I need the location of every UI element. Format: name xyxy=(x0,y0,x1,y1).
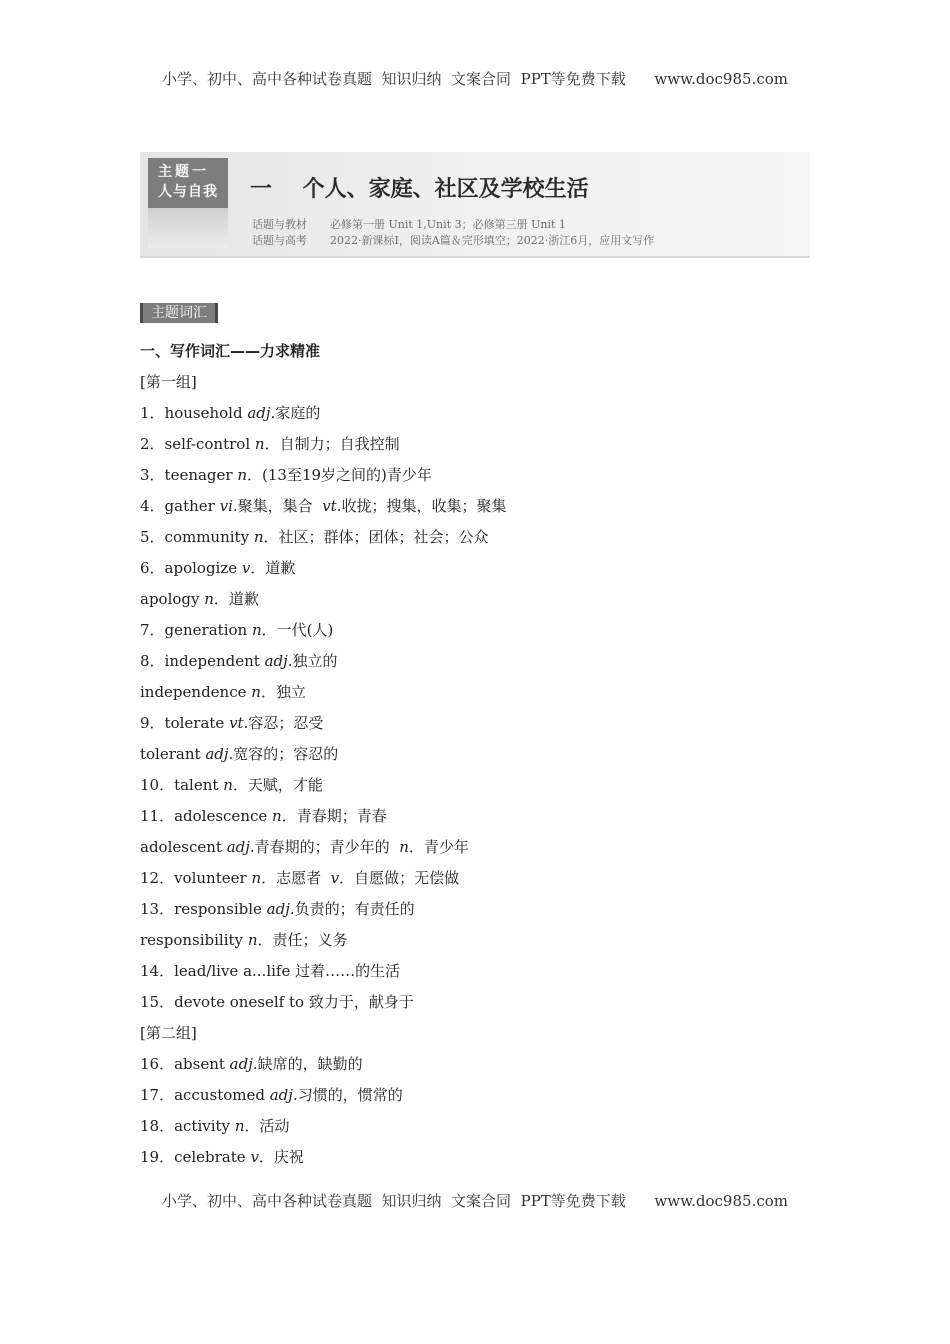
part-of-speech: adj. xyxy=(266,900,295,918)
part-of-speech: vi. xyxy=(219,497,238,515)
meta-label: 话题与教材 xyxy=(252,218,307,231)
vocab-word: 13．responsible xyxy=(140,900,267,918)
group-label: [第二组] xyxy=(140,1024,197,1042)
vocab-meaning: 负责的；有责任的 xyxy=(294,900,415,918)
topic-tag-line1: 主题一 xyxy=(158,164,209,180)
vocab-meaning: 收拢；搜集，收集；聚集 xyxy=(341,497,507,515)
topic-banner xyxy=(140,152,810,258)
part-of-speech: v xyxy=(241,559,251,577)
vocab-meaning: 宽容的；容忍的 xyxy=(233,745,339,763)
vocab-entry xyxy=(140,772,820,803)
group-label: [第一组] xyxy=(140,373,197,391)
vocab-word: 1．household xyxy=(140,404,248,422)
vocab-list-group2 xyxy=(140,1051,820,1175)
banner-title: 一 个人、家庭、社区及学校生活 xyxy=(250,177,589,202)
vocab-word: 18．activity xyxy=(140,1117,235,1135)
vocab-meaning: ．志愿者 xyxy=(261,869,331,887)
vocab-meaning: ．天赋，才能 xyxy=(232,776,323,794)
vocab-entry xyxy=(140,555,820,586)
vocab-word: 2．self-control xyxy=(140,435,255,453)
topic-tag xyxy=(148,158,228,208)
part-of-speech: adj. xyxy=(205,745,234,763)
vocab-word: apology xyxy=(140,590,205,608)
vocab-entry xyxy=(140,803,820,834)
vocab-entry xyxy=(140,710,820,741)
part-of-speech: n xyxy=(253,528,264,546)
part-of-speech: n xyxy=(272,807,282,825)
vocab-meaning: ．庆祝 xyxy=(258,1148,304,1166)
vocab-meaning: 缺席的，缺勤的 xyxy=(257,1055,363,1073)
vocab-word: 15．devote oneself to 致力于，献身于 xyxy=(140,993,414,1011)
vocab-list-group1 xyxy=(140,400,820,1020)
vocab-word: 8．independent xyxy=(140,652,265,670)
banner-meta-exam xyxy=(252,232,654,248)
part-of-speech: n xyxy=(223,776,233,794)
vocab-word: tolerant xyxy=(140,745,206,763)
part-of-speech: n xyxy=(251,621,262,639)
vocab-meaning: ．青少年 xyxy=(408,838,469,856)
part-of-speech: n xyxy=(399,838,409,856)
vocab-entry xyxy=(140,958,820,989)
vocab-word: 4．gather xyxy=(140,497,220,515)
vocab-word: 16．absent xyxy=(140,1055,230,1073)
vocab-entry xyxy=(140,524,820,555)
vocab-word: 3．teenager xyxy=(140,466,238,484)
vocab-entry xyxy=(140,989,820,1020)
vocab-word: 17．accustomed xyxy=(140,1086,270,1104)
vocab-word: responsibility xyxy=(140,931,248,949)
vocab-meaning: ．(13至19岁之间的)青少年 xyxy=(247,466,432,484)
vocab-meaning: 容忍；忍受 xyxy=(248,714,324,732)
meta-value: 2022·新课标Ⅰ，阅读A篇＆完形填空；2022·浙江6月，应用文写作 xyxy=(330,234,655,247)
vocab-word: adolescent xyxy=(140,838,227,856)
meta-label: 话题与高考 xyxy=(252,234,307,247)
vocab-word: 14．lead/live a...life 过着……的生活 xyxy=(140,962,401,980)
vocab-meaning: ．自制力；自我控制 xyxy=(264,435,400,453)
vocab-meaning: ．活动 xyxy=(244,1117,290,1135)
vocab-meaning: ．自愿做；无偿做 xyxy=(339,869,460,887)
vocab-entry xyxy=(140,834,820,865)
part-of-speech: adj. xyxy=(269,1086,298,1104)
vocab-entry xyxy=(140,741,820,772)
vocab-meaning: ．青春期；青春 xyxy=(281,807,387,825)
vocab-meaning: ．社区；群体；团体；社会；公众 xyxy=(263,528,489,546)
vocab-entry xyxy=(140,493,820,524)
part-of-speech: n xyxy=(247,931,258,949)
vocab-entry xyxy=(140,400,820,431)
page-header: 小学、初中、高中各种试卷真题 知识归纳 文案合同 PPT等免费下载 www.doc985.com xyxy=(161,70,788,88)
vocab-meaning: ．一代(人) xyxy=(261,621,334,639)
vocab-entry xyxy=(140,896,820,927)
vocab-entry xyxy=(140,648,820,679)
vocab-meaning: 独立的 xyxy=(292,652,338,670)
vocab-meaning: 青春期的；青少年的 xyxy=(254,838,400,856)
vocab-word: 5．community xyxy=(140,528,254,546)
part-of-speech: n xyxy=(251,869,262,887)
section-badge: 主题词汇 xyxy=(140,303,218,323)
vocab-entry xyxy=(140,1144,820,1175)
vocab-entry xyxy=(140,1113,820,1144)
vocab-word: 9．tolerate xyxy=(140,714,230,732)
vocab-entry xyxy=(140,431,820,462)
part-of-speech: vt. xyxy=(229,714,249,732)
part-of-speech: n xyxy=(234,1117,245,1135)
vocab-entry xyxy=(140,1051,820,1082)
part-of-speech: adj. xyxy=(247,404,276,422)
vocab-entry xyxy=(140,617,820,648)
topic-tag-shadow xyxy=(148,208,228,248)
page-footer: 小学、初中、高中各种试卷真题 知识归纳 文案合同 PPT等免费下载 www.doc985.com xyxy=(161,1192,788,1210)
vocab-word: 11．adolescence xyxy=(140,807,273,825)
vocab-entry xyxy=(140,1082,820,1113)
part-of-speech: v xyxy=(330,869,340,887)
topic-tag-line2: 人与自我 xyxy=(158,184,218,200)
vocab-word: 10．talent xyxy=(140,776,224,794)
part-of-speech: adj. xyxy=(264,652,293,670)
part-of-speech: adj. xyxy=(226,838,255,856)
vocab-word: 6．apologize xyxy=(140,559,242,577)
vocab-meaning: ．责任；义务 xyxy=(257,931,348,949)
vocab-content xyxy=(140,338,820,1175)
part-of-speech: adj. xyxy=(229,1055,258,1073)
part-of-speech: n xyxy=(251,683,261,701)
vocab-meaning: ．独立 xyxy=(260,683,306,701)
vocab-meaning: 聚集，集合 xyxy=(237,497,323,515)
section-heading: 一、写作词汇——力求精准 xyxy=(140,342,321,360)
vocab-meaning: 家庭的 xyxy=(275,404,321,422)
part-of-speech: n xyxy=(237,466,248,484)
vocab-entry xyxy=(140,586,820,617)
vocab-word: 7．generation xyxy=(140,621,252,639)
vocab-meaning: ．道歉 xyxy=(213,590,259,608)
vocab-entry xyxy=(140,865,820,896)
part-of-speech: v xyxy=(250,1148,259,1166)
meta-value: 必修第一册 Unit 1,Unit 3；必修第三册 Unit 1 xyxy=(330,218,566,231)
banner-meta-textbook xyxy=(252,216,566,232)
part-of-speech: n xyxy=(204,590,214,608)
vocab-word: 12．volunteer xyxy=(140,869,252,887)
vocab-word: independence xyxy=(140,683,252,701)
vocab-entry xyxy=(140,679,820,710)
vocab-meaning: ．道歉 xyxy=(250,559,296,577)
vocab-meaning: 习惯的，惯常的 xyxy=(297,1086,403,1104)
vocab-word: 19．celebrate xyxy=(140,1148,251,1166)
vocab-entry xyxy=(140,927,820,958)
part-of-speech: n xyxy=(254,435,265,453)
vocab-entry xyxy=(140,462,820,493)
part-of-speech: vt. xyxy=(322,497,342,515)
